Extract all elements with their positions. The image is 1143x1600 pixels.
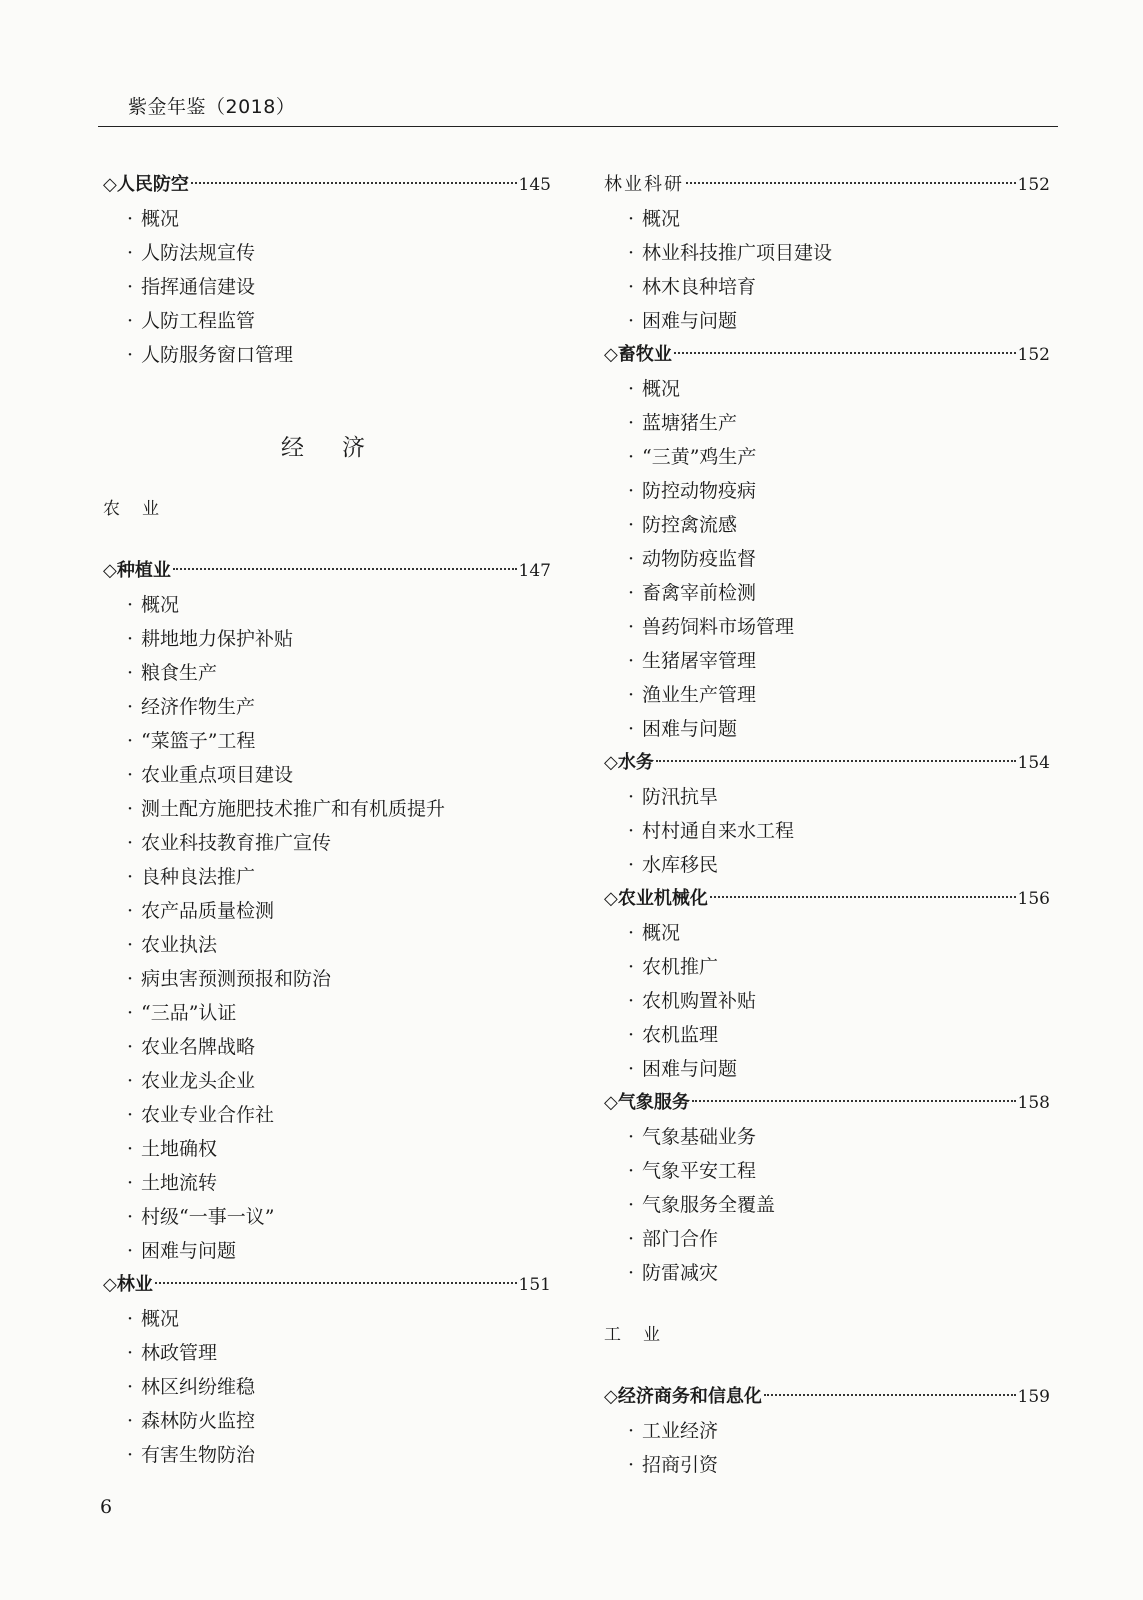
toc-page-number: 145 [518, 175, 551, 195]
toc-subitem-label: 农机推广 [642, 956, 719, 978]
bullet-dot: · [127, 1138, 134, 1160]
toc-subitem[interactable] [604, 1222, 1050, 1256]
toc-subitem[interactable] [604, 406, 1050, 440]
toc-subitem-label: 测土配方施肥技术推广和有机质提升 [141, 798, 446, 820]
toc-subitem-label: 病虫害预测预报和防治 [141, 968, 332, 990]
category-heading: 农业 [103, 499, 181, 519]
toc-subitem-label: 耕地地力保护补贴 [141, 628, 294, 650]
toc-subitem-label: “三黄”鸡生产 [642, 446, 757, 468]
toc-subitem[interactable] [103, 1200, 551, 1234]
toc-entry-label: ◇农业机械化 [604, 888, 708, 909]
bullet-dot: · [628, 378, 635, 400]
toc-page-number: 158 [1017, 1093, 1050, 1113]
toc-entry[interactable] [604, 1086, 1050, 1120]
toc-sublist [604, 372, 1050, 746]
toc-subitem[interactable] [103, 236, 551, 270]
toc-subitem[interactable] [103, 758, 551, 792]
toc-entry[interactable] [604, 338, 1050, 372]
toc-subitem[interactable] [103, 270, 551, 304]
toc-subitem[interactable] [103, 304, 551, 338]
bullet-dot: · [628, 650, 635, 672]
toc-subitem[interactable] [103, 1438, 551, 1472]
toc-entry-label: ◇林业 [103, 1274, 153, 1295]
toc-subitem-label: 林木良种培育 [642, 276, 757, 298]
bullet-dot: · [628, 718, 635, 740]
toc-subitem[interactable] [103, 1370, 551, 1404]
bullet-dot: · [628, 1160, 635, 1182]
toc-subitem-label: 气象服务全覆盖 [642, 1194, 776, 1216]
toc-subitem-label: 概况 [642, 922, 681, 944]
toc-subitem[interactable] [103, 1132, 551, 1166]
bullet-dot: · [127, 242, 134, 264]
toc-subitem[interactable] [103, 860, 551, 894]
bullet-dot: · [127, 1342, 134, 1364]
toc-subitem[interactable] [604, 1448, 1050, 1482]
toc-subitem-label: 土地流转 [141, 1172, 218, 1194]
bullet-dot: · [127, 764, 134, 786]
toc-page-number: 152 [1017, 175, 1050, 195]
toc-subitem[interactable] [604, 236, 1050, 270]
toc-subitem-label: 村村通自来水工程 [642, 820, 795, 842]
toc-subitem[interactable] [604, 950, 1050, 984]
bullet-dot: · [127, 832, 134, 854]
bullet-dot: · [628, 786, 635, 808]
bullet-dot: · [628, 922, 635, 944]
toc-subitem-label: “三品”认证 [141, 1002, 237, 1024]
toc-subitem-label: 防雷减灾 [642, 1262, 719, 1284]
toc-subitem-label: 招商引资 [642, 1454, 719, 1476]
bullet-dot: · [127, 1104, 134, 1126]
bullet-dot: · [628, 1262, 635, 1284]
toc-subitem[interactable] [604, 270, 1050, 304]
toc-entry-label: 林业科研 [604, 174, 684, 195]
toc-subitem[interactable] [604, 780, 1050, 814]
toc-subitem[interactable] [103, 1098, 551, 1132]
header-rule [98, 126, 1058, 127]
bullet-dot: · [127, 730, 134, 752]
leader-dots [674, 351, 1016, 354]
toc-sublist [604, 780, 1050, 882]
bullet-dot: · [628, 956, 635, 978]
toc-subitem[interactable] [604, 474, 1050, 508]
toc-subitem-label: 人防法规宣传 [141, 242, 256, 264]
toc-subitem[interactable] [103, 962, 551, 996]
toc-subitem-label: 困难与问题 [642, 1058, 738, 1080]
toc-subitem[interactable] [103, 1234, 551, 1268]
bullet-dot: · [127, 662, 134, 684]
bullet-dot: · [127, 1308, 134, 1330]
bullet-dot: · [127, 594, 134, 616]
toc-subitem-label: 人防工程监管 [141, 310, 256, 332]
bullet-dot: · [127, 934, 134, 956]
toc-subitem-label: 渔业生产管理 [642, 684, 757, 706]
toc-entry[interactable] [604, 1380, 1050, 1414]
toc-subitem-label: “菜篮子”工程 [141, 730, 256, 752]
toc-subitem[interactable] [604, 644, 1050, 678]
toc-subitem[interactable] [103, 792, 551, 826]
toc-subitem[interactable] [604, 610, 1050, 644]
toc-subitem-label: 兽药饲料市场管理 [642, 616, 795, 638]
bullet-dot: · [127, 1036, 134, 1058]
bullet-dot: · [127, 344, 134, 366]
toc-subitem[interactable] [103, 622, 551, 656]
bullet-dot: · [628, 208, 635, 230]
toc-subitem-label: 人防服务窗口管理 [141, 344, 294, 366]
bullet-dot: · [628, 1126, 635, 1148]
toc-subitem[interactable] [604, 678, 1050, 712]
bullet-dot: · [628, 514, 635, 536]
toc-subitem[interactable] [604, 1120, 1050, 1154]
page-folio: 6 [100, 1496, 113, 1518]
bullet-dot: · [628, 1024, 635, 1046]
toc-subitem[interactable] [103, 338, 551, 372]
leader-dots [173, 567, 517, 570]
bullet-dot: · [628, 446, 635, 468]
toc-subitem-label: 农业龙头企业 [141, 1070, 256, 1092]
toc-entry[interactable] [604, 168, 1050, 202]
bullet-dot: · [127, 1172, 134, 1194]
toc-subitem-label: 生猪屠宰管理 [642, 650, 757, 672]
toc-subitem[interactable] [103, 1302, 551, 1336]
bullet-dot: · [127, 208, 134, 230]
toc-subitem-label: 概况 [642, 208, 681, 230]
bullet-dot: · [127, 968, 134, 990]
toc-subitem-label: 有害生物防治 [141, 1444, 256, 1466]
toc-subitem-label: 概况 [141, 208, 180, 230]
toc-subitem-label: 动物防疫监督 [642, 548, 757, 570]
toc-sublist [103, 1302, 551, 1472]
toc-subitem-label: 防汛抗旱 [642, 786, 719, 808]
toc-subitem-label: 困难与问题 [141, 1240, 237, 1262]
bullet-dot: · [628, 820, 635, 842]
toc-page-number: 152 [1017, 345, 1050, 365]
toc-entry-label: ◇水务 [604, 752, 654, 773]
toc-subitem[interactable] [103, 690, 551, 724]
toc-column-right [604, 168, 1050, 1482]
toc-subitem-label: 农业执法 [141, 934, 218, 956]
bullet-dot: · [628, 684, 635, 706]
toc-subitem-label: 农产品质量检测 [141, 900, 275, 922]
toc-entry[interactable] [103, 168, 551, 202]
toc-subitem[interactable] [604, 1154, 1050, 1188]
toc-sublist [103, 202, 551, 372]
toc-subitem[interactable] [604, 304, 1050, 338]
toc-entry[interactable] [103, 554, 551, 588]
toc-subitem-label: 粮食生产 [141, 662, 218, 684]
toc-entry[interactable] [604, 882, 1050, 916]
toc-subitem[interactable] [103, 996, 551, 1030]
toc-page-number: 151 [518, 1275, 551, 1295]
bullet-dot: · [127, 798, 134, 820]
toc-subitem[interactable] [103, 894, 551, 928]
bullet-dot: · [127, 900, 134, 922]
toc-subitem[interactable] [604, 542, 1050, 576]
toc-subitem-label: 概况 [141, 594, 180, 616]
toc-page-number: 156 [1017, 889, 1050, 909]
toc-subitem[interactable] [103, 1166, 551, 1200]
bullet-dot: · [628, 1194, 635, 1216]
bullet-dot: · [628, 1058, 635, 1080]
category-heading: 工业 [604, 1325, 682, 1345]
bullet-dot: · [628, 480, 635, 502]
toc-subitem[interactable] [604, 814, 1050, 848]
toc-subitem-label: 困难与问题 [642, 310, 738, 332]
bullet-dot: · [127, 1376, 134, 1398]
toc-entry[interactable] [103, 1268, 551, 1302]
running-title: 紫金年鉴（2018） [128, 96, 296, 118]
toc-subitem[interactable] [604, 916, 1050, 950]
toc-subitem[interactable] [103, 1030, 551, 1064]
toc-subitem[interactable] [103, 588, 551, 622]
leader-dots [686, 181, 1016, 184]
toc-subitem[interactable] [604, 712, 1050, 746]
toc-subitem-label: 农业科技教育推广宣传 [141, 832, 332, 854]
toc-subitem[interactable] [103, 656, 551, 690]
toc-entry[interactable] [604, 746, 1050, 780]
toc-subitem-label: 防控禽流感 [642, 514, 738, 536]
toc-subitem[interactable] [604, 440, 1050, 474]
bullet-dot: · [628, 548, 635, 570]
bullet-dot: · [628, 1454, 635, 1476]
toc-subitem-label: 畜禽宰前检测 [642, 582, 757, 604]
toc-subitem-label: 水库移民 [642, 854, 719, 876]
toc-subitem[interactable] [604, 848, 1050, 882]
bullet-dot: · [127, 866, 134, 888]
toc-subitem[interactable] [103, 1336, 551, 1370]
toc-subitem-label: 概况 [642, 378, 681, 400]
toc-subitem-label: 林区纠纷维稳 [141, 1376, 256, 1398]
toc-subitem-label: 气象基础业务 [642, 1126, 757, 1148]
toc-subitem-label: 农机购置补贴 [642, 990, 757, 1012]
toc-subitem[interactable] [103, 202, 551, 236]
toc-subitem[interactable] [604, 1018, 1050, 1052]
toc-subitem-label: 良种良法推广 [141, 866, 256, 888]
toc-subitem-label: 经济作物生产 [141, 696, 256, 718]
bullet-dot: · [127, 1240, 134, 1262]
leader-dots [764, 1393, 1016, 1396]
toc-subitem[interactable] [604, 1188, 1050, 1222]
toc-subitem-label: 概况 [141, 1308, 180, 1330]
toc-sublist [604, 1120, 1050, 1290]
bullet-dot: · [628, 242, 635, 264]
toc-subitem-label: 村级“一事一议” [141, 1206, 275, 1228]
toc-page-number: 154 [1017, 753, 1050, 773]
toc-entry-label: ◇种植业 [103, 560, 171, 581]
bullet-dot: · [127, 696, 134, 718]
toc-subitem-label: 部门合作 [642, 1228, 719, 1250]
toc-subitem[interactable] [103, 1064, 551, 1098]
toc-subitem-label: 农业专业合作社 [141, 1104, 275, 1126]
toc-subitem[interactable] [103, 724, 551, 758]
toc-subitem-label: 农业名牌战略 [141, 1036, 256, 1058]
bullet-dot: · [127, 628, 134, 650]
toc-subitem-label: 林政管理 [141, 1342, 218, 1364]
toc-subitem-label: 气象平安工程 [642, 1160, 757, 1182]
toc-subitem-label: 森林防火监控 [141, 1410, 256, 1432]
toc-column-left [103, 168, 551, 1472]
toc-subitem-label: 农业重点项目建设 [141, 764, 294, 786]
bullet-dot: · [628, 1420, 635, 1442]
toc-entry-label: ◇畜牧业 [604, 344, 672, 365]
toc-sublist [604, 202, 1050, 338]
bullet-dot: · [127, 1410, 134, 1432]
toc-subitem[interactable] [103, 928, 551, 962]
toc-entry-label: ◇气象服务 [604, 1092, 690, 1113]
toc-subitem[interactable] [604, 1256, 1050, 1290]
toc-subitem[interactable] [604, 576, 1050, 610]
toc-subitem-label: 蓝塘猪生产 [642, 412, 738, 434]
toc-subitem[interactable] [604, 372, 1050, 406]
leader-dots [191, 181, 517, 184]
leader-dots [692, 1099, 1016, 1102]
toc-subitem-label: 农机监理 [642, 1024, 719, 1046]
toc-subitem[interactable] [604, 508, 1050, 542]
toc-subitem-label: 土地确权 [141, 1138, 218, 1160]
bullet-dot: · [127, 1070, 134, 1092]
bullet-dot: · [628, 310, 635, 332]
bullet-dot: · [127, 1444, 134, 1466]
toc-page-number: 159 [1017, 1387, 1050, 1407]
bullet-dot: · [628, 582, 635, 604]
toc-entry-label: ◇经济商务和信息化 [604, 1386, 762, 1407]
bullet-dot: · [628, 616, 635, 638]
toc-sublist [103, 588, 551, 1268]
bullet-dot: · [127, 1206, 134, 1228]
toc-entry-label: ◇人民防空 [103, 174, 189, 195]
toc-subitem[interactable] [604, 1414, 1050, 1448]
leader-dots [155, 1281, 517, 1284]
bullet-dot: · [628, 854, 635, 876]
bullet-dot: · [127, 1002, 134, 1024]
toc-subitem-label: 指挥通信建设 [141, 276, 256, 298]
toc-subitem-label: 林业科技推广项目建设 [642, 242, 833, 264]
part-title: 经济 [281, 435, 403, 461]
toc-subitem[interactable] [604, 984, 1050, 1018]
toc-subitem[interactable] [604, 202, 1050, 236]
toc-sublist [604, 1414, 1050, 1482]
bullet-dot: · [628, 276, 635, 298]
leader-dots [656, 759, 1016, 762]
toc-subitem[interactable] [103, 826, 551, 860]
bullet-dot: · [127, 310, 134, 332]
toc-page-number: 147 [518, 561, 551, 581]
toc-subitem-label: 工业经济 [642, 1420, 719, 1442]
toc-subitem-label: 困难与问题 [642, 718, 738, 740]
toc-sublist [604, 916, 1050, 1086]
bullet-dot: · [628, 990, 635, 1012]
bullet-dot: · [628, 412, 635, 434]
leader-dots [710, 895, 1016, 898]
toc-subitem[interactable] [604, 1052, 1050, 1086]
toc-subitem[interactable] [103, 1404, 551, 1438]
bullet-dot: · [628, 1228, 635, 1250]
bullet-dot: · [127, 276, 134, 298]
toc-subitem-label: 防控动物疫病 [642, 480, 757, 502]
